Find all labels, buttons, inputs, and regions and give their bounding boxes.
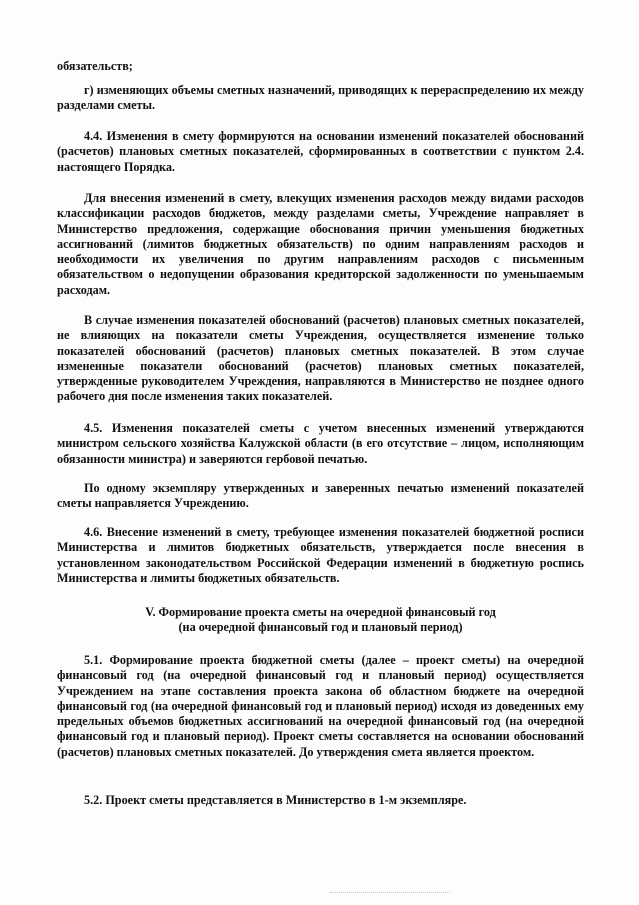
paragraph-item-g: г) изменяющих объемы сметных назначений, приводящих к перераспределению их между разделами сметы.	[57, 83, 584, 113]
paragraph-4-5: 4.5. Изменения показателей сметы с учетом внесенных изменений утверждаются министром сельского хозяйства Калужской области (в его отсутствие – лицом, исполняющим обязанности министра) и заверяются гербовой печатью.	[57, 421, 584, 466]
paragraph-4-4: 4.4. Изменения в смету формируются на основании изменений показателей обоснований (расчетов) плановых сметных показателей, сформированных в соответствии с пунктом 2.4. настоящего Порядка.	[57, 129, 584, 174]
section-title-line1: V. Формирование проекта сметы на очередной финансовый год	[145, 605, 496, 619]
section-title	[57, 605, 584, 636]
scan-artifact	[330, 892, 450, 896]
paragraph-copy: По одному экземпляру утвержденных и заверенных печатью изменений показателей сметы направляется Учреждению.	[57, 481, 584, 511]
paragraph-changes-procedure: Для внесения изменений в смету, влекущих изменения расходов между видами расходов классификации расходов бюджетов, между разделами сметы, Учреждение направляет в Министерство предложения, содержащие обоснования причин уменьшения бюджетных ассигнований (лимитов бюджетных обязательств) по одним направлениям расходов и необходимости их увеличения по другим направлениям расходов с письменным обязательством о недопущении образования кредиторской задолженности по уменьшаемым расходам.	[57, 191, 584, 297]
paragraph-5-2: 5.2. Проект сметы представляется в Министерство в 1-м экземпляре.	[84, 793, 467, 807]
paragraph-4-6: 4.6. Внесение изменений в смету, требующее изменения показателей бюджетной росписи Министерства и лимитов бюджетных обязательств, утверждается после внесения в установленном законодательством Российской Федерации изменений в бюджетную роспись Министерства и лимиты бюджетных обязательств.	[57, 525, 584, 585]
paragraph-case: В случае изменения показателей обоснований (расчетов) плановых сметных показателей, не влияющих на показатели сметы Учреждения, осуществляется изменение только показателей обоснований (расчетов) плановых сметных показателей. В этом случае измененные показатели обоснований (расчетов) плановых сметных показателей, утвержденные руководителем Учреждения, направляются в Министерство не позднее одного рабочего дня после изменения таких показателей.	[57, 313, 584, 404]
paragraph-continuation: обязательств;	[57, 59, 133, 73]
paragraph-5-1: 5.1. Формирование проекта бюджетной сметы (далее – проект сметы) на очередной финансовый год (на очередной финансовый год и плановый период) осуществляется Учреждением на этапе составления проекта закона об областном бюджете на очередной финансовый год (на очередной финансовый год и плановый период) исходя из доведенных ему предельных объемов бюджетных ассигнований на очередной финансовый год (на очередной финансовый год и плановый период). Проект сметы составляется на основании обоснований (расчетов) плановых сметных показателей. До утверждения смета является проектом.	[57, 653, 584, 759]
section-title-line2: (на очередной финансовый год и плановый период)	[178, 620, 463, 635]
